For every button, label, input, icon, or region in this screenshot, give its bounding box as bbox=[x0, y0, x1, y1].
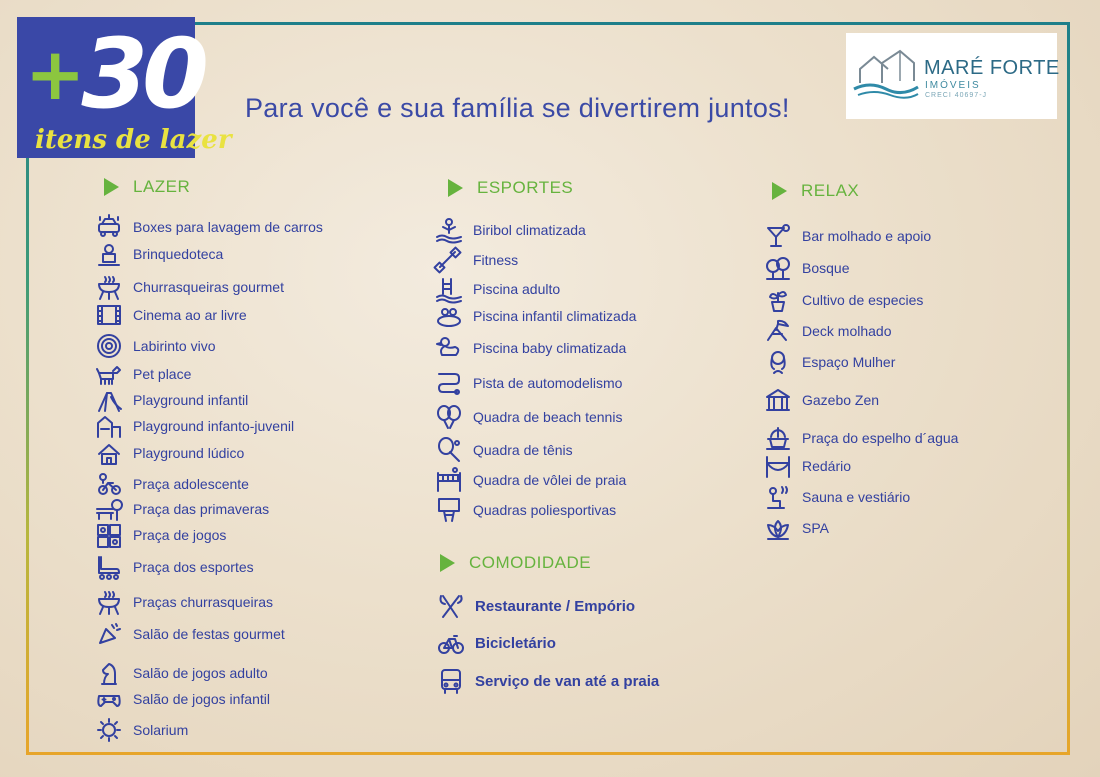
amenity-label: Biribol climatizada bbox=[473, 222, 586, 238]
amenity-label: Quadra de vôlei de praia bbox=[473, 472, 627, 488]
plant-icon bbox=[764, 287, 792, 313]
headline: Para você e sua família se divertirem juntos! bbox=[245, 93, 790, 123]
amenity-label: Playground infantil bbox=[133, 392, 249, 408]
amenity-label: Pista de automodelismo bbox=[473, 375, 623, 391]
logo-creci: CRECI 40697-J bbox=[925, 92, 988, 99]
amenity-label: Restaurante / Empório bbox=[475, 597, 636, 615]
amenity-label: Sauna e vestiário bbox=[802, 489, 911, 505]
amenity-label: Pet place bbox=[133, 366, 192, 382]
icon-wrap bbox=[762, 452, 794, 480]
amenity-item-relax bbox=[762, 386, 879, 414]
amenity-label: Praça adolescente bbox=[133, 476, 249, 492]
amenity-item-lazer bbox=[93, 412, 294, 440]
water-volley-icon bbox=[435, 217, 463, 243]
film-icon bbox=[95, 302, 123, 328]
amenity-item-lazer bbox=[93, 439, 244, 467]
icon-wrap bbox=[93, 439, 125, 467]
amenity-label: Quadra de tênis bbox=[473, 442, 573, 458]
icon-wrap bbox=[93, 716, 125, 744]
amenity-item-esportes bbox=[433, 334, 626, 362]
icon-wrap bbox=[435, 592, 467, 620]
bike-kid-icon bbox=[95, 471, 123, 497]
fountain-icon bbox=[764, 425, 792, 451]
amenity-item-lazer bbox=[93, 521, 226, 549]
icon-wrap bbox=[762, 483, 794, 511]
amenity-item-lazer bbox=[93, 659, 268, 687]
amenity-item-lazer bbox=[93, 716, 188, 744]
amenity-label: Churrasqueiras gourmet bbox=[133, 279, 284, 295]
amenity-item-relax bbox=[762, 286, 923, 314]
play-triangle-icon bbox=[772, 182, 787, 200]
mare-forte-logo bbox=[846, 33, 1060, 119]
play-triangle-icon bbox=[104, 178, 119, 196]
amenity-item-lazer bbox=[93, 360, 191, 388]
cutlery-icon bbox=[437, 593, 465, 619]
car-wash-icon bbox=[95, 214, 123, 240]
roller-skate-icon bbox=[95, 554, 123, 580]
woman-icon bbox=[764, 349, 792, 375]
icon-wrap bbox=[433, 436, 465, 464]
amenity-item-relax bbox=[762, 254, 849, 282]
amenity-item-esportes bbox=[433, 275, 560, 303]
amenity-item-lazer bbox=[93, 332, 216, 360]
hammock-icon bbox=[764, 453, 792, 479]
icon-wrap bbox=[762, 424, 794, 452]
kids-pool-icon bbox=[435, 303, 463, 329]
amenity-label: Cinema ao ar livre bbox=[133, 307, 247, 323]
play-triangle-icon bbox=[440, 554, 455, 572]
amenity-item-esportes bbox=[433, 466, 626, 494]
dumbbell-icon bbox=[435, 247, 463, 273]
amenity-label: Bicicletário bbox=[475, 634, 556, 652]
icon-wrap bbox=[93, 553, 125, 581]
amenity-label: Quadra de beach tennis bbox=[473, 409, 623, 425]
board-game-icon bbox=[95, 522, 123, 548]
badge-subtitle: itens de lazer bbox=[35, 125, 232, 155]
section-title-lazer bbox=[104, 177, 190, 197]
amenity-item-relax bbox=[762, 483, 910, 511]
amenity-item-esportes bbox=[433, 246, 518, 274]
icon-wrap bbox=[433, 466, 465, 494]
amenity-item-comodidade bbox=[435, 629, 556, 657]
icon-wrap bbox=[93, 360, 125, 388]
amenity-label: Fitness bbox=[473, 252, 519, 268]
playhouse-icon bbox=[95, 440, 123, 466]
amenity-item-lazer bbox=[93, 620, 285, 648]
icon-wrap bbox=[433, 334, 465, 362]
basketball-hoop-icon bbox=[435, 497, 463, 523]
section-title-esportes bbox=[448, 178, 573, 198]
pool-ladder-icon bbox=[435, 276, 463, 302]
sun-icon bbox=[95, 717, 123, 743]
spa-icon bbox=[764, 515, 792, 541]
icon-wrap bbox=[762, 386, 794, 414]
icon-wrap bbox=[762, 514, 794, 542]
icon-wrap bbox=[93, 659, 125, 687]
icon-wrap bbox=[93, 470, 125, 498]
trees-icon bbox=[764, 255, 792, 281]
amenity-label: Boxes para lavagem de carros bbox=[133, 219, 323, 235]
beach-chair-icon bbox=[764, 318, 792, 344]
amenity-label: Gazebo Zen bbox=[802, 392, 880, 408]
amenity-item-relax bbox=[762, 317, 892, 345]
amenity-label: SPA bbox=[802, 520, 829, 536]
amenity-item-esportes bbox=[433, 216, 586, 244]
icon-wrap bbox=[93, 620, 125, 648]
icon-wrap bbox=[762, 286, 794, 314]
bicycle-icon bbox=[437, 630, 465, 656]
track-icon bbox=[435, 370, 463, 396]
amenity-label: Cultivo de especies bbox=[802, 292, 924, 308]
section-title-label: LAZER bbox=[133, 177, 191, 196]
play-triangle-icon bbox=[448, 179, 463, 197]
section-title-relax bbox=[772, 181, 859, 201]
amenity-item-lazer bbox=[93, 470, 249, 498]
amenity-item-lazer bbox=[93, 553, 254, 581]
amenity-label: Bar molhado e apoio bbox=[802, 228, 932, 244]
icon-wrap bbox=[762, 222, 794, 250]
amenity-item-lazer bbox=[93, 588, 273, 616]
tennis-racket-icon bbox=[435, 437, 463, 463]
dog-icon bbox=[95, 361, 123, 387]
sauna-icon bbox=[764, 484, 792, 510]
amenity-label: Playground lúdico bbox=[133, 445, 245, 461]
amenity-label: Deck molhado bbox=[802, 323, 892, 339]
amenity-label: Salão de jogos adulto bbox=[133, 665, 268, 681]
icon-wrap bbox=[93, 386, 125, 414]
amenity-label: Piscina baby climatizada bbox=[473, 340, 627, 356]
amenity-item-esportes bbox=[433, 436, 573, 464]
amenity-item-comodidade bbox=[435, 667, 659, 695]
section-title-comodidade bbox=[440, 553, 591, 573]
amenity-label: Brinquedoteca bbox=[133, 246, 224, 262]
logo-sub: IMÓVEIS bbox=[925, 80, 981, 91]
amenity-label: Redário bbox=[802, 458, 852, 474]
amenity-label: Labirinto vivo bbox=[133, 338, 216, 354]
icon-wrap bbox=[93, 412, 125, 440]
amenity-item-lazer bbox=[93, 685, 270, 713]
bus-icon bbox=[437, 668, 465, 694]
amenity-item-esportes bbox=[433, 369, 622, 397]
gazebo-icon bbox=[764, 387, 792, 413]
bench-tree-icon bbox=[95, 496, 123, 522]
grill-icon bbox=[95, 589, 123, 615]
party-icon bbox=[95, 621, 123, 647]
icon-wrap bbox=[433, 275, 465, 303]
amenity-item-lazer bbox=[93, 213, 323, 241]
amenity-label: Serviço de van até a praia bbox=[475, 672, 660, 690]
amenity-item-esportes bbox=[433, 302, 636, 330]
amenity-item-lazer bbox=[93, 301, 247, 329]
amenity-label: Salão de jogos infantil bbox=[133, 691, 270, 707]
amenity-item-comodidade bbox=[435, 592, 635, 620]
playground-icon bbox=[95, 413, 123, 439]
icon-wrap bbox=[433, 496, 465, 524]
icon-wrap bbox=[93, 521, 125, 549]
amenity-label: Bosque bbox=[802, 260, 850, 276]
chess-knight-icon bbox=[95, 660, 123, 686]
amenity-label: Praça dos esportes bbox=[133, 559, 254, 575]
amenity-item-relax bbox=[762, 222, 931, 250]
icon-wrap bbox=[762, 254, 794, 282]
amenity-label: Quadras poliesportivas bbox=[473, 502, 617, 518]
house-wave-logo-icon bbox=[852, 47, 922, 107]
icon-wrap bbox=[93, 332, 125, 360]
amenity-label: Solarium bbox=[133, 722, 189, 738]
gamepad-icon bbox=[95, 686, 123, 712]
amenity-item-lazer bbox=[93, 386, 248, 414]
amenity-item-lazer bbox=[93, 495, 269, 523]
icon-wrap bbox=[93, 685, 125, 713]
amenity-item-lazer bbox=[93, 273, 284, 301]
badge-30-itens bbox=[17, 17, 232, 158]
badge-number: +30 bbox=[25, 18, 203, 130]
amenity-label: Praça de jogos bbox=[133, 527, 227, 543]
icon-wrap bbox=[93, 213, 125, 241]
icon-wrap bbox=[93, 273, 125, 301]
logo-name: MARÉ FORTE bbox=[924, 57, 1060, 79]
amenity-item-relax bbox=[762, 452, 851, 480]
volley-net-icon bbox=[435, 467, 463, 493]
icon-wrap bbox=[762, 348, 794, 376]
amenity-label: Espaço Mulher bbox=[802, 354, 896, 370]
icon-wrap bbox=[433, 403, 465, 431]
amenity-label: Piscina adulto bbox=[473, 281, 561, 297]
icon-wrap bbox=[433, 369, 465, 397]
icon-wrap bbox=[93, 588, 125, 616]
amenity-item-esportes bbox=[433, 496, 616, 524]
amenity-label: Salão de festas gourmet bbox=[133, 626, 285, 642]
amenity-item-relax bbox=[762, 424, 958, 452]
icon-wrap bbox=[93, 301, 125, 329]
toy-icon bbox=[95, 241, 123, 267]
section-title-label: ESPORTES bbox=[477, 178, 574, 197]
amenity-item-relax bbox=[762, 514, 829, 542]
grill-icon bbox=[95, 274, 123, 300]
amenity-item-lazer bbox=[93, 240, 223, 268]
icon-wrap bbox=[433, 302, 465, 330]
icon-wrap bbox=[93, 495, 125, 523]
icon-wrap bbox=[435, 667, 467, 695]
section-title-label: RELAX bbox=[801, 181, 860, 200]
beach-tennis-icon bbox=[435, 404, 463, 430]
section-title-label: COMODIDADE bbox=[469, 553, 592, 572]
icon-wrap bbox=[93, 240, 125, 268]
icon-wrap bbox=[762, 317, 794, 345]
duck-icon bbox=[435, 335, 463, 361]
icon-wrap bbox=[433, 216, 465, 244]
maze-icon bbox=[95, 333, 123, 359]
amenity-label: Piscina infantil climatizada bbox=[473, 308, 637, 324]
slide-icon bbox=[95, 387, 123, 413]
amenity-label: Praça das primaveras bbox=[133, 501, 270, 517]
amenity-item-relax bbox=[762, 348, 895, 376]
amenity-label: Playground infanto-juvenil bbox=[133, 418, 295, 434]
amenity-label: Praça do espelho d´agua bbox=[802, 430, 959, 446]
cocktail-icon bbox=[764, 223, 792, 249]
icon-wrap bbox=[433, 246, 465, 274]
amenity-label: Praças churrasqueiras bbox=[133, 594, 274, 610]
icon-wrap bbox=[435, 629, 467, 657]
amenity-item-esportes bbox=[433, 403, 622, 431]
